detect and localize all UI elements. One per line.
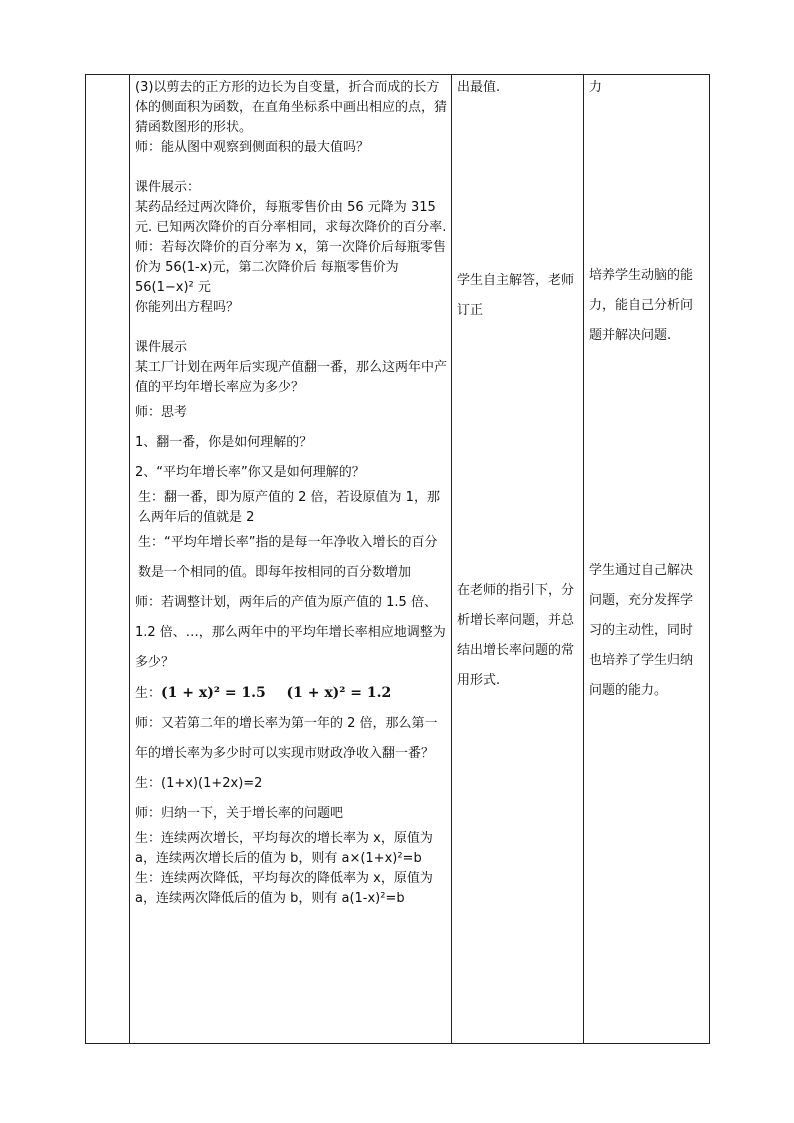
intent-text-1: 力 bbox=[589, 80, 603, 95]
table-bottom-border bbox=[85, 1043, 710, 1044]
paragraph-teacher-summary: 师：归纳一下，关于增长率的问题吧 bbox=[135, 806, 344, 821]
paragraph-teacher-second-year: 师：又若第二年的增长率为第一年的 2 倍，那么第一年的增长率为多少时可以实现市财政净收入翻一番？ bbox=[135, 716, 438, 761]
paragraph-student-equation-3: 生：(1+x)(1+2x)=2 bbox=[135, 776, 263, 791]
table-col-border-5 bbox=[709, 74, 710, 1044]
paragraph-teacher-adjust: 师：若调整计划，两年后的产值为原产值的 1.5 倍、1.2 倍、…，那么两年中的平均年增长率相应地调整为多少？ bbox=[135, 595, 446, 670]
paragraph-courseware-2: 课件展示 bbox=[135, 340, 188, 355]
paragraph-summary-growth: 生：连续两次增长，平均每次的增长率为 x，原值为 a，连续两次增长后的值为 b，则有 a×(1+x)²=b bbox=[135, 831, 433, 866]
paragraph-question-2: 2、“平均年增长率”你又是如何理解的？ bbox=[135, 465, 365, 480]
paragraph-factory-problem: 某工厂计划在两年后实现产值翻一番，那么这两年中产值的平均年增长率应为多少？ bbox=[135, 360, 448, 395]
activity-text-3: 在老师的指引下，分析增长率问题，并总结出增长率问题的常用形式. bbox=[457, 583, 575, 688]
paragraph-equation-question: 你能列出方程吗？ bbox=[135, 300, 240, 315]
table-col-border-4 bbox=[583, 74, 584, 1044]
paragraph-student-equations bbox=[135, 678, 447, 709]
table-col-border-3 bbox=[451, 74, 452, 1044]
paragraph-student-answer-2: 生：“平均年增长率”指的是每一年净收入增长的百分数是一个相同的值。即每年按相同的百分数增加 bbox=[138, 535, 438, 580]
activity-text-2: 学生自主解答，老师订正 bbox=[457, 273, 575, 318]
intent-text-3: 学生通过自己解决问题，充分发挥学习的主动性，同时也培养了学生归纳问题的能力。 bbox=[589, 563, 694, 698]
paragraph-medicine-problem: 某药品经过两次降价，每瓶零售价由 56 元降为 315 元. 已知两次降价的百分率相同，求每次降价的百分率. bbox=[135, 200, 447, 235]
student-label: 生： bbox=[135, 686, 162, 701]
equation-1: (1 + x)² = 1.5 bbox=[161, 685, 266, 701]
paragraph-teacher-hint: 师：若每次降价的百分率为 x，第一次降价后每瓶零售价为 56(1-x)元，第二次降价后 每瓶零售价为 56(1−x)² 元 bbox=[135, 240, 446, 295]
paragraph-step3: (3)以剪去的正方形的边长为自变量，折合而成的长方体的侧面积为函数，在直角坐标系中画出相应的点，猜猜函数图形的形状。 bbox=[135, 80, 448, 135]
teaching-content-cell bbox=[135, 78, 447, 909]
paragraph-summary-decline: 生：连续两次降低，平均每次的降低率为 x，原值为 a，连续两次降低后的值为 b，则有 a(1-x)²=b bbox=[135, 871, 433, 906]
design-intent-cell bbox=[589, 78, 704, 698]
table-col-border-1 bbox=[85, 74, 86, 1044]
paragraph-teacher-question: 师：能从图中观察到侧面积的最大值吗？ bbox=[135, 140, 370, 155]
student-activity-cell bbox=[457, 78, 579, 688]
paragraph-student-answer-1: 生：翻一番，即为原产值的 2 倍，若设原值为 1，那么两年后的值就是 2 bbox=[138, 490, 440, 525]
paragraph-courseware-1: 课件展示： bbox=[135, 180, 201, 195]
paragraph-question-1: 1、翻一番，你是如何理解的？ bbox=[135, 435, 313, 450]
table-top-border bbox=[85, 74, 710, 75]
intent-text-2: 培养学生动脑的能力，能自己分析问题并解决问题. bbox=[589, 268, 694, 343]
equation-2: (1 + x)² = 1.2 bbox=[286, 685, 392, 701]
activity-text-1: 出最值. bbox=[457, 80, 501, 95]
paragraph-teacher-think: 师：思考 bbox=[135, 405, 188, 420]
table-col-border-2 bbox=[129, 74, 130, 1044]
